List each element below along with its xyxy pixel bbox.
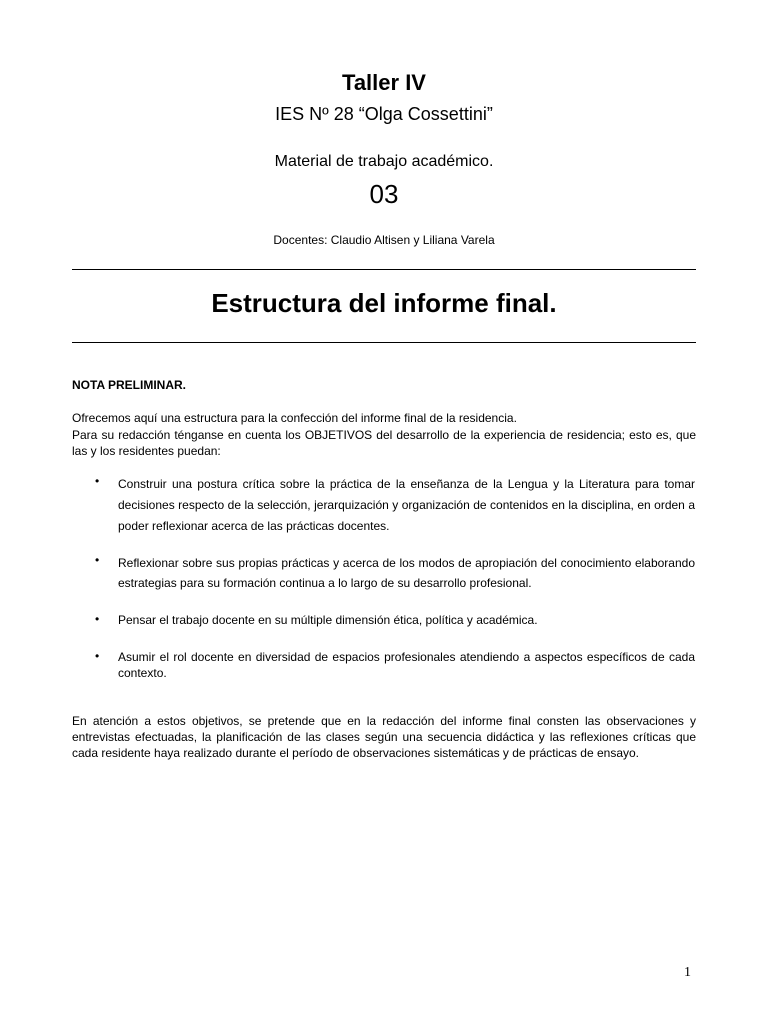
material-number: 03 bbox=[369, 179, 399, 209]
document-title: Estructura del informe final. bbox=[211, 288, 557, 318]
intro-paragraph-1: Ofrecemos aquí una estructura para la confección del informe final de la residencia. bbox=[72, 411, 517, 425]
bullet-dot-icon: • bbox=[95, 649, 100, 663]
preliminary-note-heading: NOTA PRELIMINAR. bbox=[72, 378, 186, 392]
objective-text: Asumir el rol docente en diversidad de espacios profesionales atendiendo a aspectos específicos de cada contexto. bbox=[118, 650, 695, 680]
page-number: 1 bbox=[684, 965, 691, 980]
closing-paragraph: En atención a estos objetivos, se pretende que en la redacción del informe final consten las observaciones y entrevistas efectuadas, la planificación de las clases según una secuencia didáctica y las reflexiones críticas que cada residente haya realizado durante el período de observaciones sistemáticas y de prácticas de ensayo. bbox=[72, 714, 696, 760]
bullet-dot-icon: • bbox=[95, 474, 100, 488]
intro-paragraph-2: Para su redacción ténganse en cuenta los OBJETIVOS del desarrollo de la experiencia de residencia; esto es, que las y los residentes puedan: bbox=[72, 428, 696, 458]
objective-text: Reflexionar sobre sus propias prácticas y acerca de los modos de apropiación del conocimiento elaborando estrategias para su formación continua a lo largo de su desarrollo profesional. bbox=[118, 556, 695, 590]
teachers-line: Docentes: Claudio Altisen y Liliana Varela bbox=[273, 233, 495, 247]
bullet-dot-icon: • bbox=[95, 553, 100, 567]
institution-name: IES Nº 28 “Olga Cossettini” bbox=[275, 104, 493, 124]
bottom-divider bbox=[72, 342, 696, 343]
top-divider bbox=[72, 269, 696, 270]
objective-text: Construir una postura crítica sobre la práctica de la enseñanza de la Lengua y la Literatura para tomar decisiones respecto de la selección, jerarquización y organización de contenidos en la disciplina, en orden a poder reflexionar acerca de las prácticas docentes. bbox=[118, 477, 695, 533]
bullet-dot-icon: • bbox=[95, 612, 100, 626]
material-label: Material de trabajo académico. bbox=[274, 153, 494, 170]
course-title: Taller IV bbox=[342, 70, 426, 95]
objective-text: Pensar el trabajo docente en su múltiple dimensión ética, política y académica. bbox=[118, 613, 538, 627]
